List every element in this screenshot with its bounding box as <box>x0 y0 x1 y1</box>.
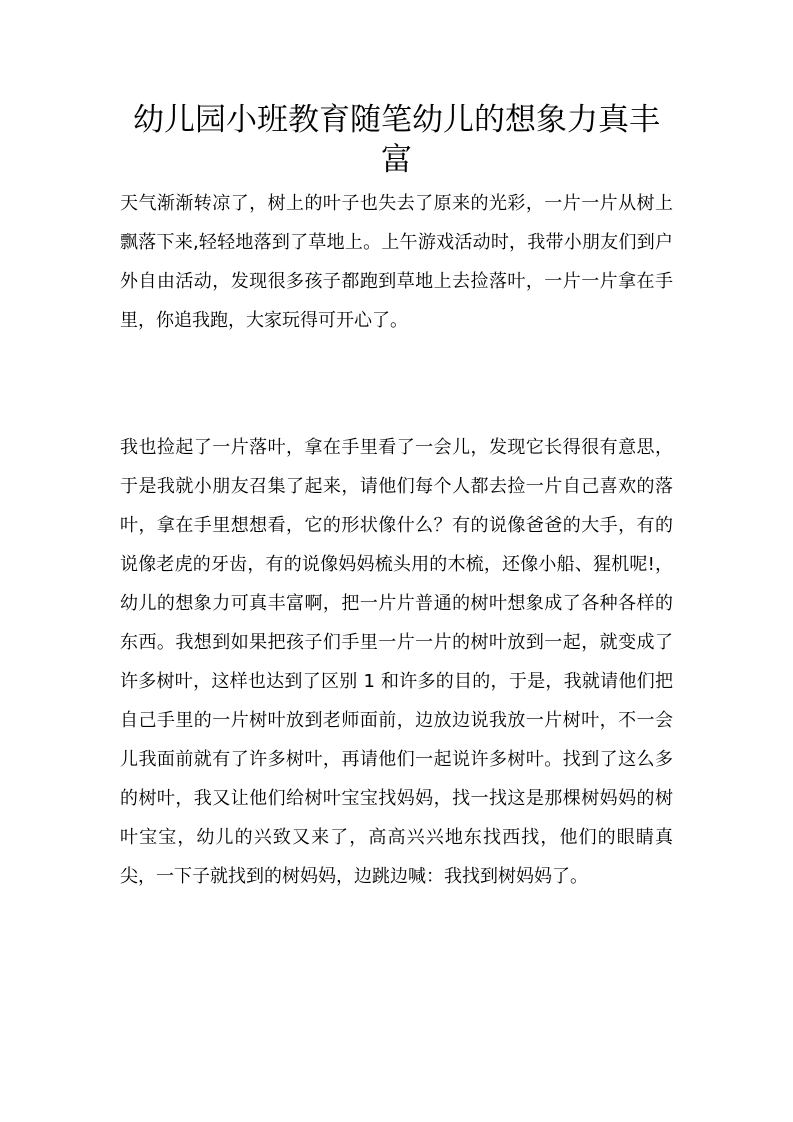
paragraph-2: 我也捡起了一片落叶，拿在手里看了一会儿，发现它长得很有意思，于是我就小朋友召集了起来，请他们每个人都去捡一片自己喜欢的落叶，拿在手里想想看，它的形状像什么？有的说像爸爸的大手，有的说像老虎的牙齿，有的说像妈妈梳头用的木梳，还像小船、猩机呢!，幼儿的想象力可真丰富啊，把一片片普通的树叶想象成了各种各样的东西。我想到如果把孩子们手里一片一片的树叶放到一起，就变成了许多树叶，这样也达到了区别 1 和许多的目的，于是，我就请他们把自己手里的一片树叶放到老师面前，边放边说我放一片树叶，不一会儿我面前就有了许多树叶，再请他们一起说许多树叶。找到了这么多的树叶，我又让他们给树叶宝宝找妈妈，找一找这是那棵树妈妈的树叶宝宝，幼儿的兴致又来了，高高兴兴地东找西找，他们的眼睛真尖，一下子就找到的树妈妈，边跳边喊：我找到树妈妈了。 <box>120 437 673 887</box>
paragraph-1: 天气渐渐转凉了，树上的叶子也失去了原来的光彩，一片一片从树上飘落下来,轻轻地落到了草地上。上午游戏活动时，我带小朋友们到户外自由活动，发现很多孩子都跑到草地上去捡落叶，一片一片拿在手里，你追我跑，大家玩得可开心了。 <box>120 193 673 331</box>
document-title: 幼儿园小班教育随笔幼儿的想象力真丰富 <box>133 102 660 178</box>
